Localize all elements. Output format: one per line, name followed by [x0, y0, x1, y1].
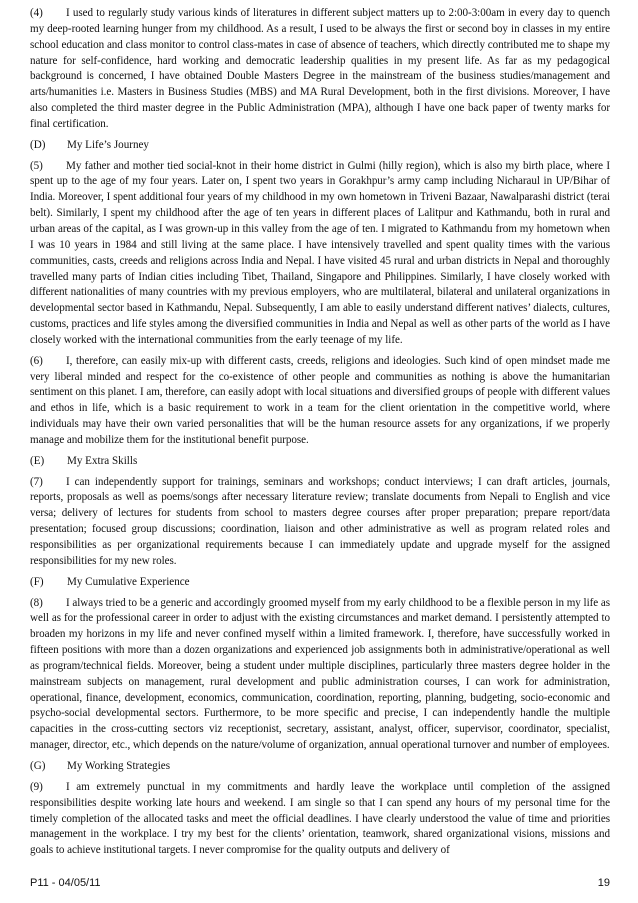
paragraph-number: (9) [30, 780, 43, 793]
paragraph-text: I am extremely punctual in my commitments and hardly leave the workplace until completion of the assigned responsibilities despite working late hours and weekend. I am single so that I can spend any hours of my personal time for the timely completion of the allocated tasks and meet the official deadlines. I have clearly understood the value of time and priorities management in the workplace. I try my best for the clients’ orientation, teamwork, shared organizational visions, missions and goals to achieve institutional targets. I never compromise for the quality outputs and delivery of [30, 780, 610, 857]
paragraph-number: (4) [30, 7, 43, 19]
section-title: My Extra Skills [67, 454, 138, 467]
paragraph-6 [30, 354, 610, 449]
page-number: 19 [597, 877, 610, 889]
section-heading-d [30, 138, 610, 154]
section-heading-f [30, 575, 610, 591]
paragraph-text: My father and mother tied social-knot in their home district in Gulmi (hilly region), which is also my birth place, where I spent up to the age of my four years. Later on, I spent two years in Gorakhpur’s army camp including Nicharaul in UP/Bihar of India. Moreover, I spent additional four years of my childhood in my own hometown in Triveni Bazaar, Nawalparashi district (terai belt). Similarly, I spent my childhood after the age of ten years in different places of Lalitpur and Kathmandu, both in rural and urban areas of the capital, as I was grown-up in this valley from the age of ten. I migrated to Kathmandu from my hometown when I was 10 years in 1984 and still living at the same place. I have intensively travelled and spent quality times with the various communities, casts, creeds and religions across India and Nepal. I have visited 45 rural and urban districts in Nepal and thoroughly travelled many parts of Indian cities including Tibet, Thailand, Singapore and Philippines. Similarly, I have closely worked with different nationalities of many countries with my previous employers, who are multilateral, bilateral and unilateral organizations in developmental sector based in Kathmandu, Nepal. Subsequently, I am able to easily understand different natives’ dialects, cultures, customs, practices and life styles among the diversified communities in India and Nepal as well as other parts of the world as I have closely worked with the international communities from the early teenage of my life. [30, 159, 610, 346]
paragraph-text: I always tried to be a generic and accordingly groomed myself from my early childhood to be a flexible person in my life as well as for the professional career in order to adjust with the existing circumstances and market demand. I persistently attempted to broaden my horizons in my life and never confined myself within a limited framework. I, therefore, have successfully worked in fifteen positions with more than a dozen organizations and experienced job assignments both in administrative/operational as well as program/technical fields. Moreover, being a student under multiple disciplines, particularly three masters degree holder in the mainstream subjects on management, rural development and public administration courses, I can work for administration, operational, finance, development, economics, communication, coordination, reporting, planning, budgeting, socio-economic and psycho-social developmental sectors. Furthermore, to be more specific and precise, I can independently handle the multiple capacities in the cross-cutting sectors viz receptionist, secretary, assistant, analyst, officer, supervisor, coordinator, specialist, manager, director, etc., which depends on the nature/volume of organization, annual operational turnover and number of employees. [30, 596, 610, 752]
paragraph-4 [30, 6, 610, 133]
paragraph-9 [30, 780, 610, 859]
section-letter: (D) [30, 138, 46, 151]
paragraph-7 [30, 475, 610, 570]
footer-reference: P11 - 04/05/11 [30, 877, 101, 889]
paragraph-text: I used to regularly study various kinds of literatures in different subject matters up to 2:00-3:00am in every day to quench my deep-rooted learning hunger from my childhood. As a result, I used to be always the first or second boy in classes in my entire school education and class monitor to control class-mates in case of absence of teachers, which directly contributed me to shape my nature for self-confidence, hard working and democratic leadership qualities in my present life. As far as my pedagogical background is concerned, I have obtained Double Masters Degree in the mainstream of the business studies/management and arts/humanities i.e. Masters in Business Studies (MBS) and MA Rural Development, both in the first divisions. Moreover, I have also completed the third master degree in the Public Administration (MPA), although I have one back paper of twenty marks for final certification. [30, 7, 610, 130]
section-heading-g [30, 759, 610, 775]
paragraph-8 [30, 596, 610, 754]
section-title: My Cumulative Experience [67, 575, 190, 588]
paragraph-5 [30, 159, 610, 349]
paragraph-number: (6) [30, 354, 43, 367]
paragraph-number: (8) [30, 596, 43, 609]
paragraph-text: I, therefore, can easily mix-up with different casts, creeds, religions and ideologies. Such kind of open mindset made me very liberal minded and respect for the co-existence of other people and communities as nothing is above the humanitarian sentiment on this planet. I am, therefore, can easily adopt with local situations and diversified groups of people with different values and ethos in life, which is a basic requirement to work in a team for the client orientation in the competitive world, where individuals may have their own varied personalities that will be the human resource assets for any organizations, if we properly manage and mobilize them for the institutional benefit purpose. [30, 354, 610, 446]
section-title: My Life’s Journey [67, 138, 149, 151]
paragraph-number: (7) [30, 475, 43, 488]
page-footer [30, 877, 610, 889]
paragraph-number: (5) [30, 159, 43, 172]
document-body [30, 6, 610, 864]
section-letter: (G) [30, 759, 46, 772]
section-letter: (E) [30, 454, 45, 467]
section-heading-e [30, 454, 610, 470]
paragraph-text: I can independently support for trainings, seminars and workshops; conduct interviews; I can draft articles, journals, reports, proposals as well as poems/songs after necessary literature review; translate documents from Nepali to English and vice versa; delivery of lectures for students from school to masters degree courses after proper preparation; prepare report/data presentation; focused group discussions; coordination, liaison and other administrative as well as program related roles and responsibilities as per organizational requirements because I can immediately update and upgrade myself for the assigned responsibilities for my new roles. [30, 475, 610, 567]
section-title: My Working Strategies [67, 759, 171, 772]
section-letter: (F) [30, 575, 44, 588]
